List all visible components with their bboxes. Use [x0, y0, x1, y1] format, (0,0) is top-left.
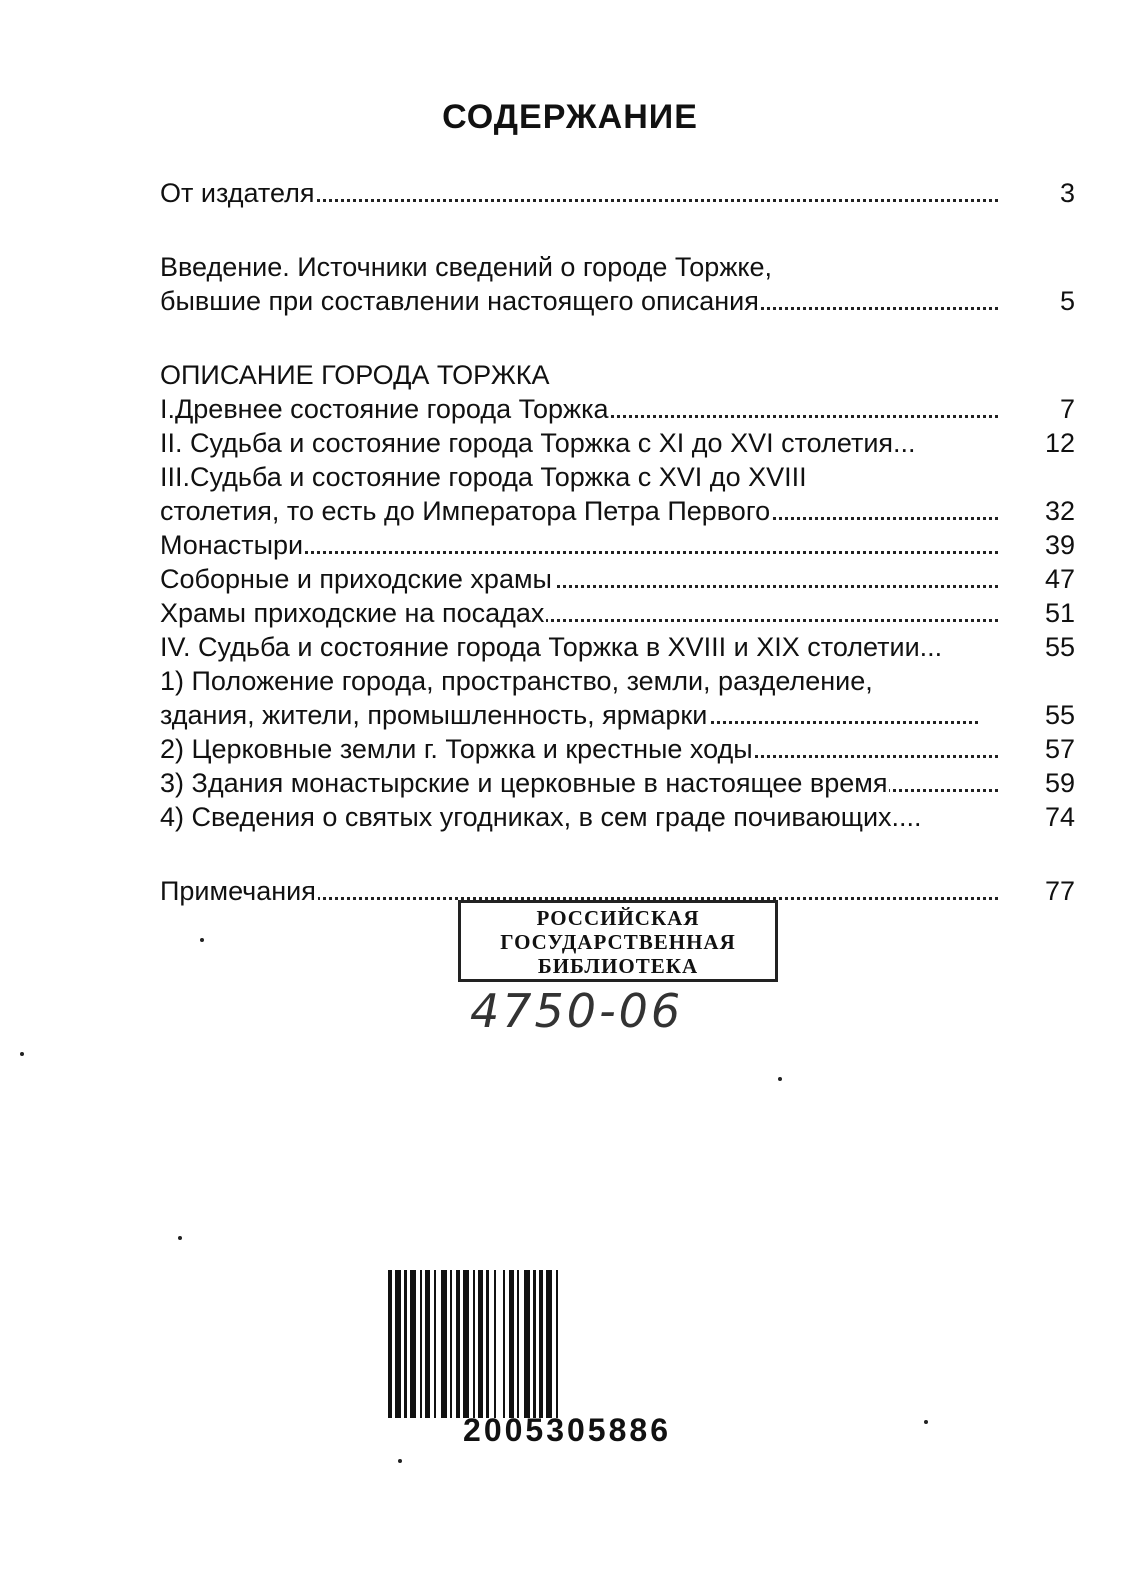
- barcode-bar: [539, 1270, 543, 1418]
- page-title: СОДЕРЖАНИЕ: [442, 98, 698, 136]
- toc-entry-label: III.Судьба и состояние города Торжка с XVI до XVIII: [160, 462, 807, 492]
- barcode-bar: [533, 1270, 536, 1418]
- barcode-bar: [395, 1270, 401, 1418]
- barcode-bar: [425, 1270, 430, 1418]
- toc-entry-label: Монастыри: [160, 530, 304, 560]
- scan-speck: [20, 1052, 24, 1056]
- toc-page-number: 57: [1044, 734, 1075, 764]
- barcode-bar: [503, 1270, 505, 1418]
- toc-entry: [160, 392, 1075, 426]
- barcode-bar: [473, 1270, 475, 1418]
- toc-page-number: 5: [1059, 286, 1075, 316]
- barcode-bar: [463, 1270, 469, 1418]
- toc-entry-label: столетия, то есть до Императора Петра Первого: [160, 496, 771, 526]
- barcode: [386, 1270, 748, 1418]
- toc-entry: [160, 732, 1075, 766]
- toc-entry-label: IV. Судьба и состояние города Торжка в XVIII и XIX столетии...: [160, 632, 943, 662]
- toc-page-number: 3: [1059, 178, 1075, 208]
- toc-section-heading: ОПИСАНИЕ ГОРОДА ТОРЖКА: [160, 360, 550, 390]
- barcode-bar: [478, 1270, 483, 1418]
- toc-entry: [160, 596, 1075, 630]
- toc-page-number: 32: [1044, 496, 1075, 526]
- barcode-bar: [456, 1270, 460, 1418]
- library-stamp: [458, 900, 778, 982]
- toc-entry: [160, 664, 1075, 698]
- toc-entry-label: От издателя: [160, 178, 315, 208]
- scan-speck: [778, 1077, 782, 1081]
- toc-entry-label: Соборные и приходские храмы: [160, 564, 552, 594]
- barcode-bar: [434, 1270, 436, 1418]
- toc-entry-label: Введение. Источники сведений о городе Торжке,: [160, 252, 773, 282]
- stamp-line: БИБЛИОТЕКА: [537, 954, 699, 978]
- toc-entry-label: I.Древнее состояние города Торжка: [160, 394, 609, 424]
- toc-entry: [160, 766, 1075, 800]
- barcode-bar: [450, 1270, 452, 1418]
- scan-speck: [178, 1236, 182, 1240]
- toc-entry-label: 2) Церковные земли г. Торжка и крестные ходы: [160, 734, 753, 764]
- stamp-line: РОССИЙСКАЯ: [536, 906, 700, 930]
- table-of-contents: [160, 176, 1075, 908]
- barcode-bar: [388, 1270, 392, 1418]
- toc-entry: [160, 284, 1075, 318]
- barcode-bar: [524, 1270, 530, 1418]
- toc-page-number: 55: [1044, 632, 1075, 662]
- toc-page-number: 7: [1059, 394, 1075, 424]
- toc-entry: [160, 562, 1075, 596]
- toc-entry-label: II. Судьба и состояние города Торжка с XI до XVI столетия...: [160, 428, 916, 458]
- scan-speck: [200, 938, 204, 942]
- toc-entry-label: Храмы приходские на посадах: [160, 598, 545, 628]
- toc-entry: [160, 528, 1075, 562]
- toc-page-number: 39: [1044, 530, 1075, 560]
- barcode-bar: [509, 1270, 514, 1418]
- toc-page-number: 51: [1044, 598, 1075, 628]
- toc-page-number: 55: [1044, 700, 1075, 730]
- barcode-bar: [410, 1270, 416, 1418]
- scan-speck: [398, 1459, 402, 1463]
- toc-page-number: 59: [1044, 768, 1075, 798]
- toc-page-number: 77: [1044, 876, 1075, 906]
- toc-page-number: 12: [1044, 428, 1075, 458]
- toc-entry-label: 1) Положение города, пространство, земли, разделение,: [160, 666, 873, 696]
- toc-entry-label: здания, жители, промышленность, ярмарки: [160, 700, 708, 730]
- handwritten-shelfmark: 4750-06: [470, 984, 684, 1038]
- barcode-bar: [517, 1270, 519, 1418]
- barcode-bar: [556, 1270, 558, 1418]
- toc-page-number: 74: [1044, 802, 1075, 832]
- toc-entry-label: 3) Здания монастырские и церковные в настоящее время: [160, 768, 888, 798]
- barcode-bar: [420, 1270, 422, 1418]
- barcode-number: 2005305886: [463, 1412, 671, 1448]
- toc-entry: [160, 800, 1075, 834]
- toc-entry: [160, 460, 1075, 494]
- scan-speck: [924, 1420, 928, 1424]
- toc-entry: [160, 630, 1075, 664]
- toc-entry: [160, 494, 1075, 528]
- toc-entry: [160, 176, 1075, 210]
- barcode-bar: [486, 1270, 489, 1418]
- toc-entry: [160, 426, 1075, 460]
- toc-entry-label: Примечания: [160, 876, 316, 906]
- toc-entry-label: 4) Сведения о святых угодниках, в сем граде почивающих....: [160, 802, 922, 832]
- barcode-bar: [494, 1270, 496, 1418]
- barcode-bar: [441, 1270, 447, 1418]
- toc-entry: [160, 698, 1075, 732]
- barcode-bar: [546, 1270, 552, 1418]
- barcode-bar: [404, 1270, 407, 1418]
- toc-entry: [160, 250, 1075, 284]
- toc-page-number: 47: [1044, 564, 1075, 594]
- stamp-line: ГОСУДАРСТВЕННАЯ: [500, 930, 736, 954]
- toc-entry-label: бывшие при составлении настоящего описания: [160, 286, 759, 316]
